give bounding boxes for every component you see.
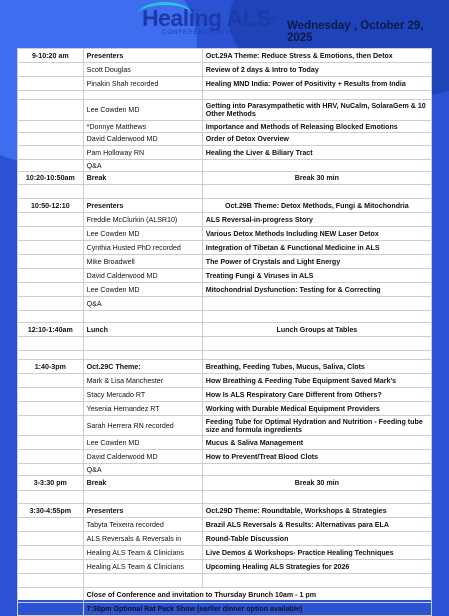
table-row	[18, 172, 432, 185]
topic-cell: Round-Table Discussion	[202, 532, 431, 546]
presenter-cell	[83, 185, 202, 199]
table-row	[18, 560, 432, 574]
table-row	[18, 351, 432, 360]
logo-subtitle: CONFERENCE 2025	[162, 30, 235, 36]
table-row	[18, 402, 432, 416]
schedule-sheet	[17, 48, 432, 613]
topic-cell	[202, 337, 431, 351]
topic-cell: How Is ALS Respiratory Care Different from Others?	[202, 388, 431, 402]
table-row	[18, 337, 432, 351]
presenter-cell: David Calderwood MD	[83, 269, 202, 283]
topic-cell: Healing the Liver & Biliary Tract	[202, 146, 431, 160]
topic-cell: Break 30 min	[202, 476, 431, 491]
time-cell: 9-10:20 am	[18, 49, 84, 63]
table-row	[18, 416, 432, 436]
table-row	[18, 100, 432, 121]
table-row	[18, 91, 432, 100]
table-row	[18, 603, 432, 616]
topic-cell: Oct.29A Theme: Reduce Stress & Emotions, then Detox	[202, 49, 431, 63]
time-cell	[18, 146, 84, 160]
time-cell	[18, 160, 84, 172]
presenter-cell	[83, 351, 202, 360]
presenter-cell: David Calderwood MD	[83, 133, 202, 146]
time-cell	[18, 63, 84, 77]
note-cell: Close of Conference and invitation to Thursday Brunch 10am - 1 pm	[83, 588, 431, 603]
table-row	[18, 388, 432, 402]
topic-cell: Oct.29B Theme: Detox Methods, Fungi & Mitochondria	[202, 199, 431, 213]
presenter-cell	[83, 491, 202, 504]
time-cell	[18, 241, 84, 255]
topic-cell: Working with Durable Medical Equipment Providers	[202, 402, 431, 416]
time-cell	[18, 464, 84, 476]
time-cell	[18, 388, 84, 402]
healing-als-logo	[142, 6, 277, 37]
topic-cell: Getting into Parasympathetic with HRV, NuCalm, SolaraGem & 10 Other Methods	[202, 100, 431, 121]
time-cell	[18, 77, 84, 91]
topic-cell	[202, 185, 431, 199]
table-row	[18, 133, 432, 146]
table-row	[18, 476, 432, 491]
presenter-cell: Healing ALS Team & Clinicians	[83, 560, 202, 574]
topic-cell	[202, 464, 431, 476]
presenter-cell: Sarah Herrera RN recorded	[83, 416, 202, 436]
table-row	[18, 185, 432, 199]
topic-cell: Importance and Methods of Releasing Blocked Emotions	[202, 121, 431, 133]
table-row	[18, 283, 432, 297]
table-row	[18, 588, 432, 603]
presenter-cell: Break	[83, 476, 202, 491]
time-cell: 3:30-4:55pm	[18, 504, 84, 518]
presenter-cell: Presenters	[83, 504, 202, 518]
topic-cell	[202, 297, 431, 311]
table-row	[18, 518, 432, 532]
presenter-cell: Cynthia Husted PhD recorded	[83, 241, 202, 255]
topic-cell: Mitochondrial Dysfunction: Testing for & Correcting	[202, 283, 431, 297]
presenter-cell: *Donnye Matthews	[83, 121, 202, 133]
time-cell	[18, 491, 84, 504]
topic-cell: The Power of Crystals and Light Energy	[202, 255, 431, 269]
presenter-cell: Mike Broadwell	[83, 255, 202, 269]
presenter-cell: Lee Cowden MD	[83, 227, 202, 241]
presenter-cell: Stacy Mercado RT	[83, 388, 202, 402]
table-row	[18, 323, 432, 337]
presenter-cell: ALS Reversals & Reversals in	[83, 532, 202, 546]
presenter-cell: Q&A	[83, 464, 202, 476]
presenter-cell: Yesenia Hernandez RT	[83, 402, 202, 416]
time-cell	[18, 297, 84, 311]
registered-icon: ®	[271, 13, 278, 23]
time-cell	[18, 255, 84, 269]
topic-cell: Live Demos & Workshops- Practice Healing Techniques	[202, 546, 431, 560]
time-cell	[18, 133, 84, 146]
presenter-cell: Pam Holloway RN	[83, 146, 202, 160]
time-cell	[18, 436, 84, 450]
time-cell	[18, 532, 84, 546]
presenter-cell: Tabyta Teixeira recorded	[83, 518, 202, 532]
table-row	[18, 450, 432, 464]
presenter-cell	[83, 91, 202, 100]
presenter-cell: David Calderwood MD	[83, 450, 202, 464]
topic-cell: Brazil ALS Reversals & Results: Alternativas para ELA	[202, 518, 431, 532]
time-cell	[18, 227, 84, 241]
presenter-cell	[83, 311, 202, 323]
time-cell	[18, 337, 84, 351]
time-cell	[18, 518, 84, 532]
topic-cell	[202, 351, 431, 360]
table-row	[18, 199, 432, 213]
table-row	[18, 491, 432, 504]
table-row	[18, 49, 432, 63]
time-cell	[18, 121, 84, 133]
time-cell	[18, 546, 84, 560]
presenter-cell: Lee Cowden MD	[83, 100, 202, 121]
presenter-cell: Q&A	[83, 297, 202, 311]
time-cell	[18, 269, 84, 283]
time-cell	[18, 402, 84, 416]
logo-swoosh-icon	[138, 2, 192, 27]
topic-cell: Order of Detox Overview	[202, 133, 431, 146]
time-cell	[18, 374, 84, 388]
time-cell: 12:10-1:40am	[18, 323, 84, 337]
topic-cell: Break 30 min	[202, 172, 431, 185]
topic-cell: Various Detox Methods Including NEW Laser Detox	[202, 227, 431, 241]
header	[0, 0, 449, 48]
presenter-cell: Presenters	[83, 199, 202, 213]
topic-cell: Upcoming Healing ALS Strategies for 2026	[202, 560, 431, 574]
table-row	[18, 574, 432, 588]
table-row	[18, 121, 432, 133]
topic-cell	[202, 491, 431, 504]
table-row	[18, 436, 432, 450]
topic-cell	[202, 91, 431, 100]
presenter-cell	[83, 337, 202, 351]
presenter-cell: Freddie McClurkin (ALSR10)	[83, 213, 202, 227]
topic-cell: How to Prevent/Treat Blood Clots	[202, 450, 431, 464]
presenter-cell: Healing ALS Team & Clinicians	[83, 546, 202, 560]
schedule-table	[17, 48, 432, 616]
topic-cell: Lunch Groups at Tables	[202, 323, 431, 337]
time-cell: 10:50-12:10	[18, 199, 84, 213]
topic-cell: ALS Reversal-in-progress Story	[202, 213, 431, 227]
topic-cell: Integration of Tibetan & Functional Medicine in ALS	[202, 241, 431, 255]
time-cell	[18, 91, 84, 100]
page-date: Wednesday , October 29, 2025	[287, 20, 424, 44]
time-cell	[18, 416, 84, 436]
presenter-cell: Oct.29C Theme:	[83, 360, 202, 374]
time-cell	[18, 450, 84, 464]
presenter-cell: Break	[83, 172, 202, 185]
note-cell: 7:30pm Optional Rat Pack Show (earlier dinner option available)	[83, 603, 431, 616]
presenter-cell: Mark & Lisa Manchester	[83, 374, 202, 388]
time-cell	[18, 213, 84, 227]
topic-cell: Breathing, Feeding Tubes, Mucus, Saliva, Clots	[202, 360, 431, 374]
time-cell	[18, 185, 84, 199]
table-row	[18, 269, 432, 283]
topic-cell: Healing MND India: Power of Positivity + Results from India	[202, 77, 431, 91]
time-cell: 3-3:30 pm	[18, 476, 84, 491]
presenter-cell	[83, 574, 202, 588]
logo-text: Healing ALS	[142, 5, 272, 31]
presenter-cell: Q&A	[83, 160, 202, 172]
table-row	[18, 77, 432, 91]
table-row	[18, 360, 432, 374]
presenter-cell: Scott Douglas	[83, 63, 202, 77]
table-row	[18, 146, 432, 160]
table-row	[18, 227, 432, 241]
table-row	[18, 546, 432, 560]
presenter-cell: Lunch	[83, 323, 202, 337]
time-cell: 1:40-3pm	[18, 360, 84, 374]
topic-cell: Review of 2 days & Intro to Today	[202, 63, 431, 77]
time-cell	[18, 283, 84, 297]
topic-cell: Feeding Tube for Optimal Hydration and Nutrition - Feeding tube size and formula ingredients	[202, 416, 431, 436]
presenter-cell: Pinakin Shah recorded	[83, 77, 202, 91]
presenter-cell: Lee Cowden MD	[83, 283, 202, 297]
presenter-cell: Lee Cowden MD	[83, 436, 202, 450]
time-cell	[18, 603, 84, 616]
time-cell	[18, 311, 84, 323]
topic-cell	[202, 160, 431, 172]
table-row	[18, 160, 432, 172]
time-cell	[18, 100, 84, 121]
time-cell	[18, 351, 84, 360]
table-row	[18, 297, 432, 311]
time-cell	[18, 560, 84, 574]
topic-cell: Mucus & Saliva Management	[202, 436, 431, 450]
topic-cell: Oct.29D Theme: Roundtable, Workshops & Strategies	[202, 504, 431, 518]
table-row	[18, 374, 432, 388]
topic-cell: Treating Fungi & Viruses in ALS	[202, 269, 431, 283]
table-row	[18, 255, 432, 269]
topic-cell	[202, 574, 431, 588]
table-row	[18, 311, 432, 323]
time-cell	[18, 588, 84, 603]
table-row	[18, 213, 432, 227]
time-cell	[18, 574, 84, 588]
presenter-cell: Presenters	[83, 49, 202, 63]
table-row	[18, 504, 432, 518]
table-row	[18, 63, 432, 77]
topic-cell	[202, 311, 431, 323]
table-row	[18, 532, 432, 546]
time-cell: 10:20-10:50am	[18, 172, 84, 185]
table-row	[18, 464, 432, 476]
topic-cell: How Breathing & Feeding Tube Equipment Saved Mark's	[202, 374, 431, 388]
table-row	[18, 241, 432, 255]
